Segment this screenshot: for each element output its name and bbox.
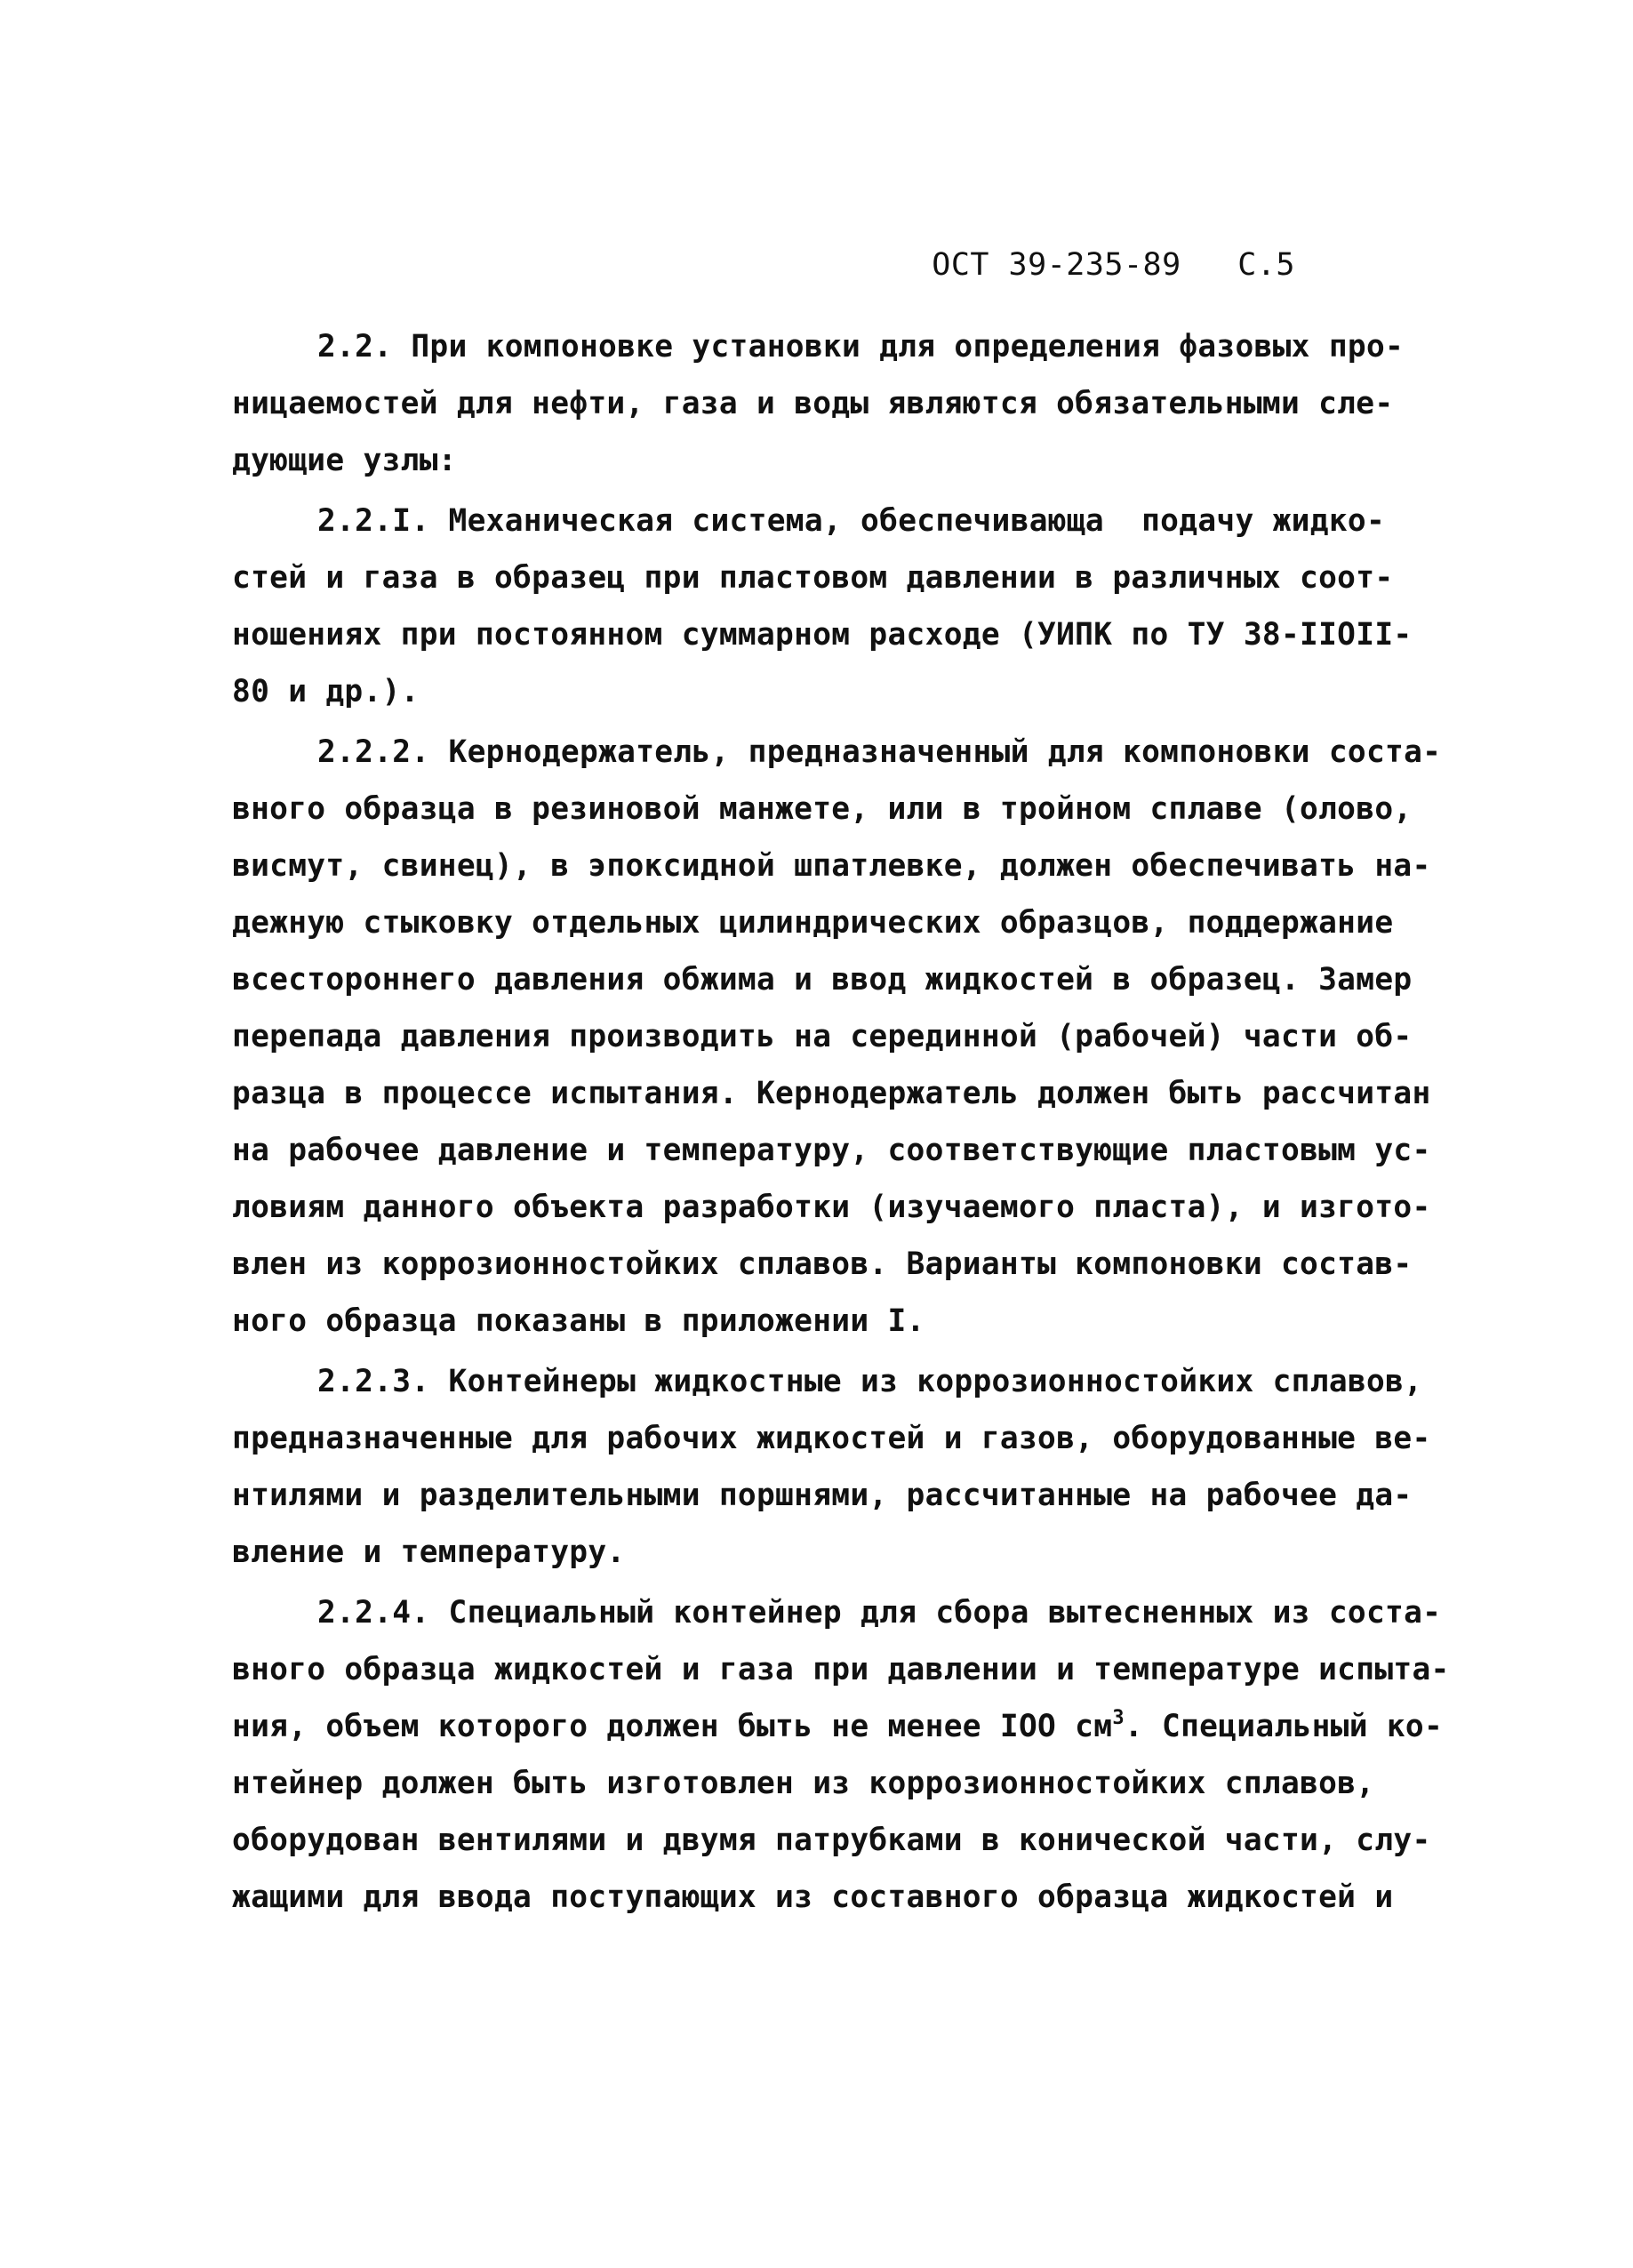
text-line: дежную стыковку отдельных цилиндрических образцов, поддержание [232, 905, 1394, 941]
paragraph-2-2 [232, 318, 1405, 489]
text-line: ношениях при постоянном суммарном расходе (УИПК по ТУ 38-IIOII- [232, 617, 1413, 653]
text-line: 2.2. При компоновке установки для определения фазовых про- [317, 329, 1405, 365]
text-line: перепада давления производить на серединной (рабочей) части об- [232, 1019, 1413, 1054]
text-line: оборудован вентилями и двумя патрубками в конической части, слу- [232, 1823, 1431, 1858]
text-line: 2.2.I. Механическая система, обеспечивающа подачу жидко- [317, 503, 1386, 539]
paragraph-2-2-3 [232, 1353, 1431, 1581]
text-line-with-superscript [232, 1698, 1444, 1755]
superscript: 3 [1112, 1707, 1125, 1729]
text-line: дующие узлы: [232, 443, 457, 478]
paragraph-2-2-2 [232, 724, 1442, 1350]
text-line: вление и температуру. [232, 1535, 626, 1570]
text-line: нтейнер должен быть изготовлен из коррозионностойких сплавов, [232, 1766, 1375, 1801]
standard-code: ОСТ 39-235-89 [932, 247, 1181, 283]
text-line: вного образца в резиновой манжете, или в тройном сплаве (олово, [232, 791, 1413, 827]
text-line: стей и газа в образец при пластовом давлении в различных соот- [232, 560, 1394, 596]
text-line: ного образца показаны в приложении I. [232, 1303, 925, 1339]
text-line: 80 и др.). [232, 674, 420, 709]
text-line: ловиям данного объекта разработки (изучаемого пласта), и изгото- [232, 1190, 1431, 1225]
text-line: 2.2.2. Кернодержатель, предназначенный для компоновки состa- [317, 734, 1442, 770]
document-body [232, 318, 1450, 1926]
text-line: ницаемостей для нефти, газа и воды являются обязательными сле- [232, 386, 1394, 421]
text-line: на рабочее давление и температуру, соответствующие пластовым ус- [232, 1133, 1431, 1168]
page-header [932, 247, 1295, 283]
text-fragment: . Специальный ко- [1124, 1709, 1444, 1744]
text-line: 2.2.3. Контейнеры жидкостные из коррозионностойких сплавов, [317, 1364, 1423, 1399]
text-line: висмут, свинец), в эпоксидной шпатлевке, должен обеспечивать на- [232, 848, 1431, 884]
text-line: 2.2.4. Специальный контейнер для сбора вытесненных из соста- [317, 1595, 1442, 1631]
text-line: нтилями и разделительными поршнями, рассчитанные на рабочее да- [232, 1478, 1413, 1513]
text-fragment: ния, объем которого должен быть не менее IOO см [232, 1709, 1113, 1744]
text-line: влен из коррозионностойких сплавов. Варианты компоновки состав- [232, 1246, 1413, 1282]
text-line: предназначенные для рабочих жидкостей и газов, оборудованные ве- [232, 1421, 1431, 1456]
text-line: жащими для ввода поступающих из составного образца жидкостей и [232, 1879, 1394, 1915]
paragraph-2-2-1 [232, 493, 1413, 720]
page-number: С.5 [1237, 247, 1295, 283]
text-line: разца в процессе испытания. Кернодержатель должен быть рассчитан [232, 1076, 1431, 1111]
text-line: всестороннего давления обжима и ввод жидкостей в образец. Замер [232, 962, 1413, 998]
paragraph-2-2-4 [232, 1584, 1450, 1926]
text-line: вного образца жидкостей и газа при давлении и температуре испыта- [232, 1652, 1450, 1687]
